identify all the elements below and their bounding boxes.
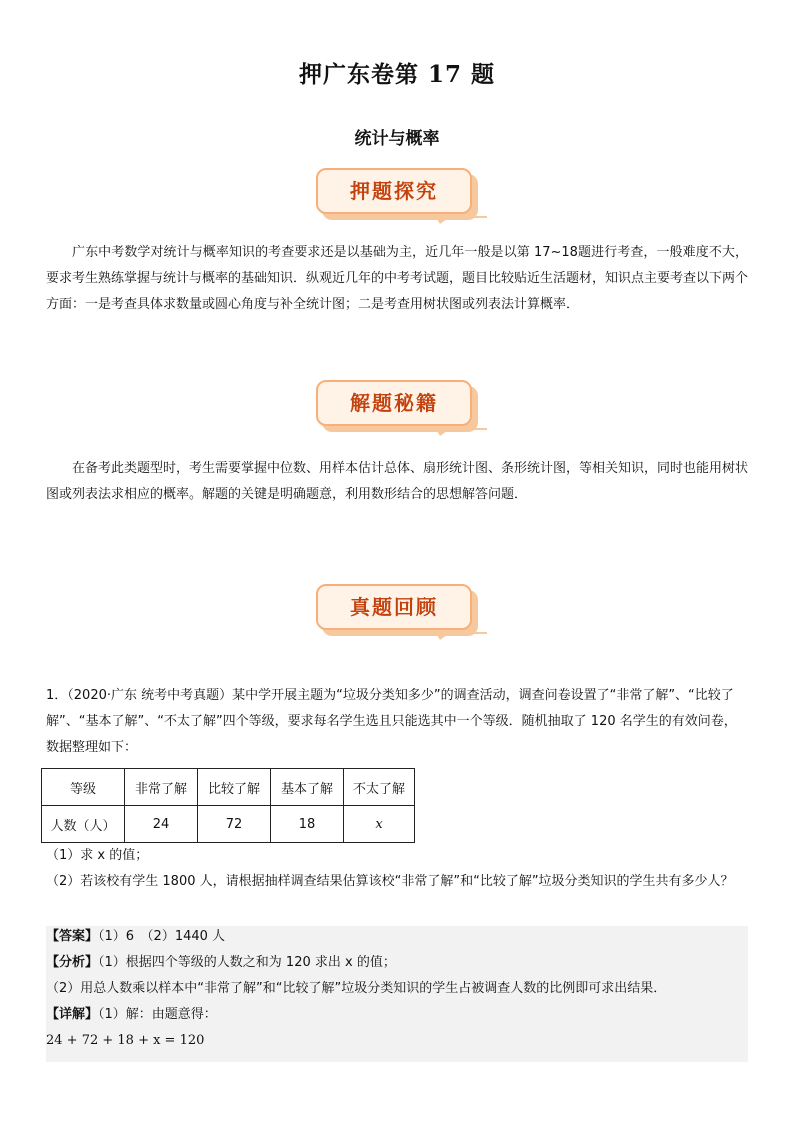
table-cell: 72: [198, 806, 271, 843]
table-header-cell: 不太了解: [344, 769, 415, 806]
badge-explore-label: 押题探究: [350, 179, 438, 203]
detail-text: （1）解：由题意得：: [98, 1007, 217, 1022]
solution: [46, 924, 748, 1054]
badge-review-label: 真题回顾: [350, 595, 438, 619]
question-stem-text: 1．（2020·广东 统考中考真题）某中学开展主题为“垃圾分类知多少”的调查活动，调查问卷设置了“非常了解”、“比较了解”、“基本了解”、“不太了解”四个等级，要求每名学生选且只能选其中一个等级．随机抽取了 120 名学生的有效问卷，数据整理如下：: [46, 688, 737, 755]
analysis-line: [46, 950, 748, 976]
explore-paragraph: [46, 240, 748, 318]
answer-text: （1）6 （2）1440 人: [98, 929, 226, 944]
answer-tag: 【答案】: [46, 929, 99, 944]
data-table: [41, 768, 415, 843]
question-stem: [46, 683, 748, 761]
badge-tips-label: 解题秘籍: [350, 391, 438, 415]
table-cell: x: [344, 806, 415, 843]
table-header-row: [42, 769, 415, 806]
table-header-cell: 等级: [42, 769, 125, 806]
table-header-cell: 比较了解: [198, 769, 271, 806]
answer-line: [46, 924, 748, 950]
table-row: [42, 806, 415, 843]
table-header-cell: 非常了解: [125, 769, 198, 806]
table-header-cell: 基本了解: [271, 769, 344, 806]
table-cell: 18: [271, 806, 344, 843]
tips-text: 在备考此类题型时，考生需要掌握中位数、用样本估计总体、扇形统计图、条形统计图，等相关知识，同时也能用树状图或列表法求相应的概率。解题的关键是明确题意，利用数形结合的思想解答问题．: [46, 461, 749, 502]
badge-explore: [316, 168, 478, 220]
tips-paragraph: [46, 456, 748, 508]
page-subtitle: 统计与概率: [354, 129, 440, 149]
question-part-1: （1）求 x 的值；: [46, 848, 149, 863]
analysis-line-2: （2）用总人数乘以样本中“非常了解”和“比较了解”垃圾分类知识的学生占被调查人数的比例即可求出结果．: [46, 981, 667, 996]
badge-tips: [316, 380, 478, 432]
badge-review: [316, 584, 478, 636]
table-cell: 人数（人）: [42, 806, 125, 843]
question-part-2: （2）若该校有学生 1800 人，请根据抽样调查结果估算该校“非常了解”和“比较了解”垃圾分类知识的学生共有多少人？: [46, 874, 734, 889]
analysis-text: （1）根据四个等级的人数之和为 120 求出 x 的值；: [98, 955, 396, 970]
explore-text: 广东中考数学对统计与概率知识的考查要求还是以基础为主，近几年一般是以第 17~18题进行考查，一般难度不大，要求考生熟练掌握与统计与概率的基础知识．纵观近几年的中考考试题，题目比较贴近生活题材，知识点主要考查以下两个方面：一是考查具体求数量或圆心角度与补全统计图；二是考查用树状图或列表法计算概率．: [46, 245, 749, 312]
analysis-tag: 【分析】: [46, 955, 99, 970]
table-cell: 24: [125, 806, 198, 843]
detail-line: [46, 1002, 748, 1028]
detail-tag: 【详解】: [46, 1007, 99, 1022]
equation: 24 + 72 + 18 + x = 120: [46, 1033, 205, 1048]
question-parts: [46, 843, 748, 895]
page-title: 押广东卷第 17 题: [298, 61, 496, 88]
